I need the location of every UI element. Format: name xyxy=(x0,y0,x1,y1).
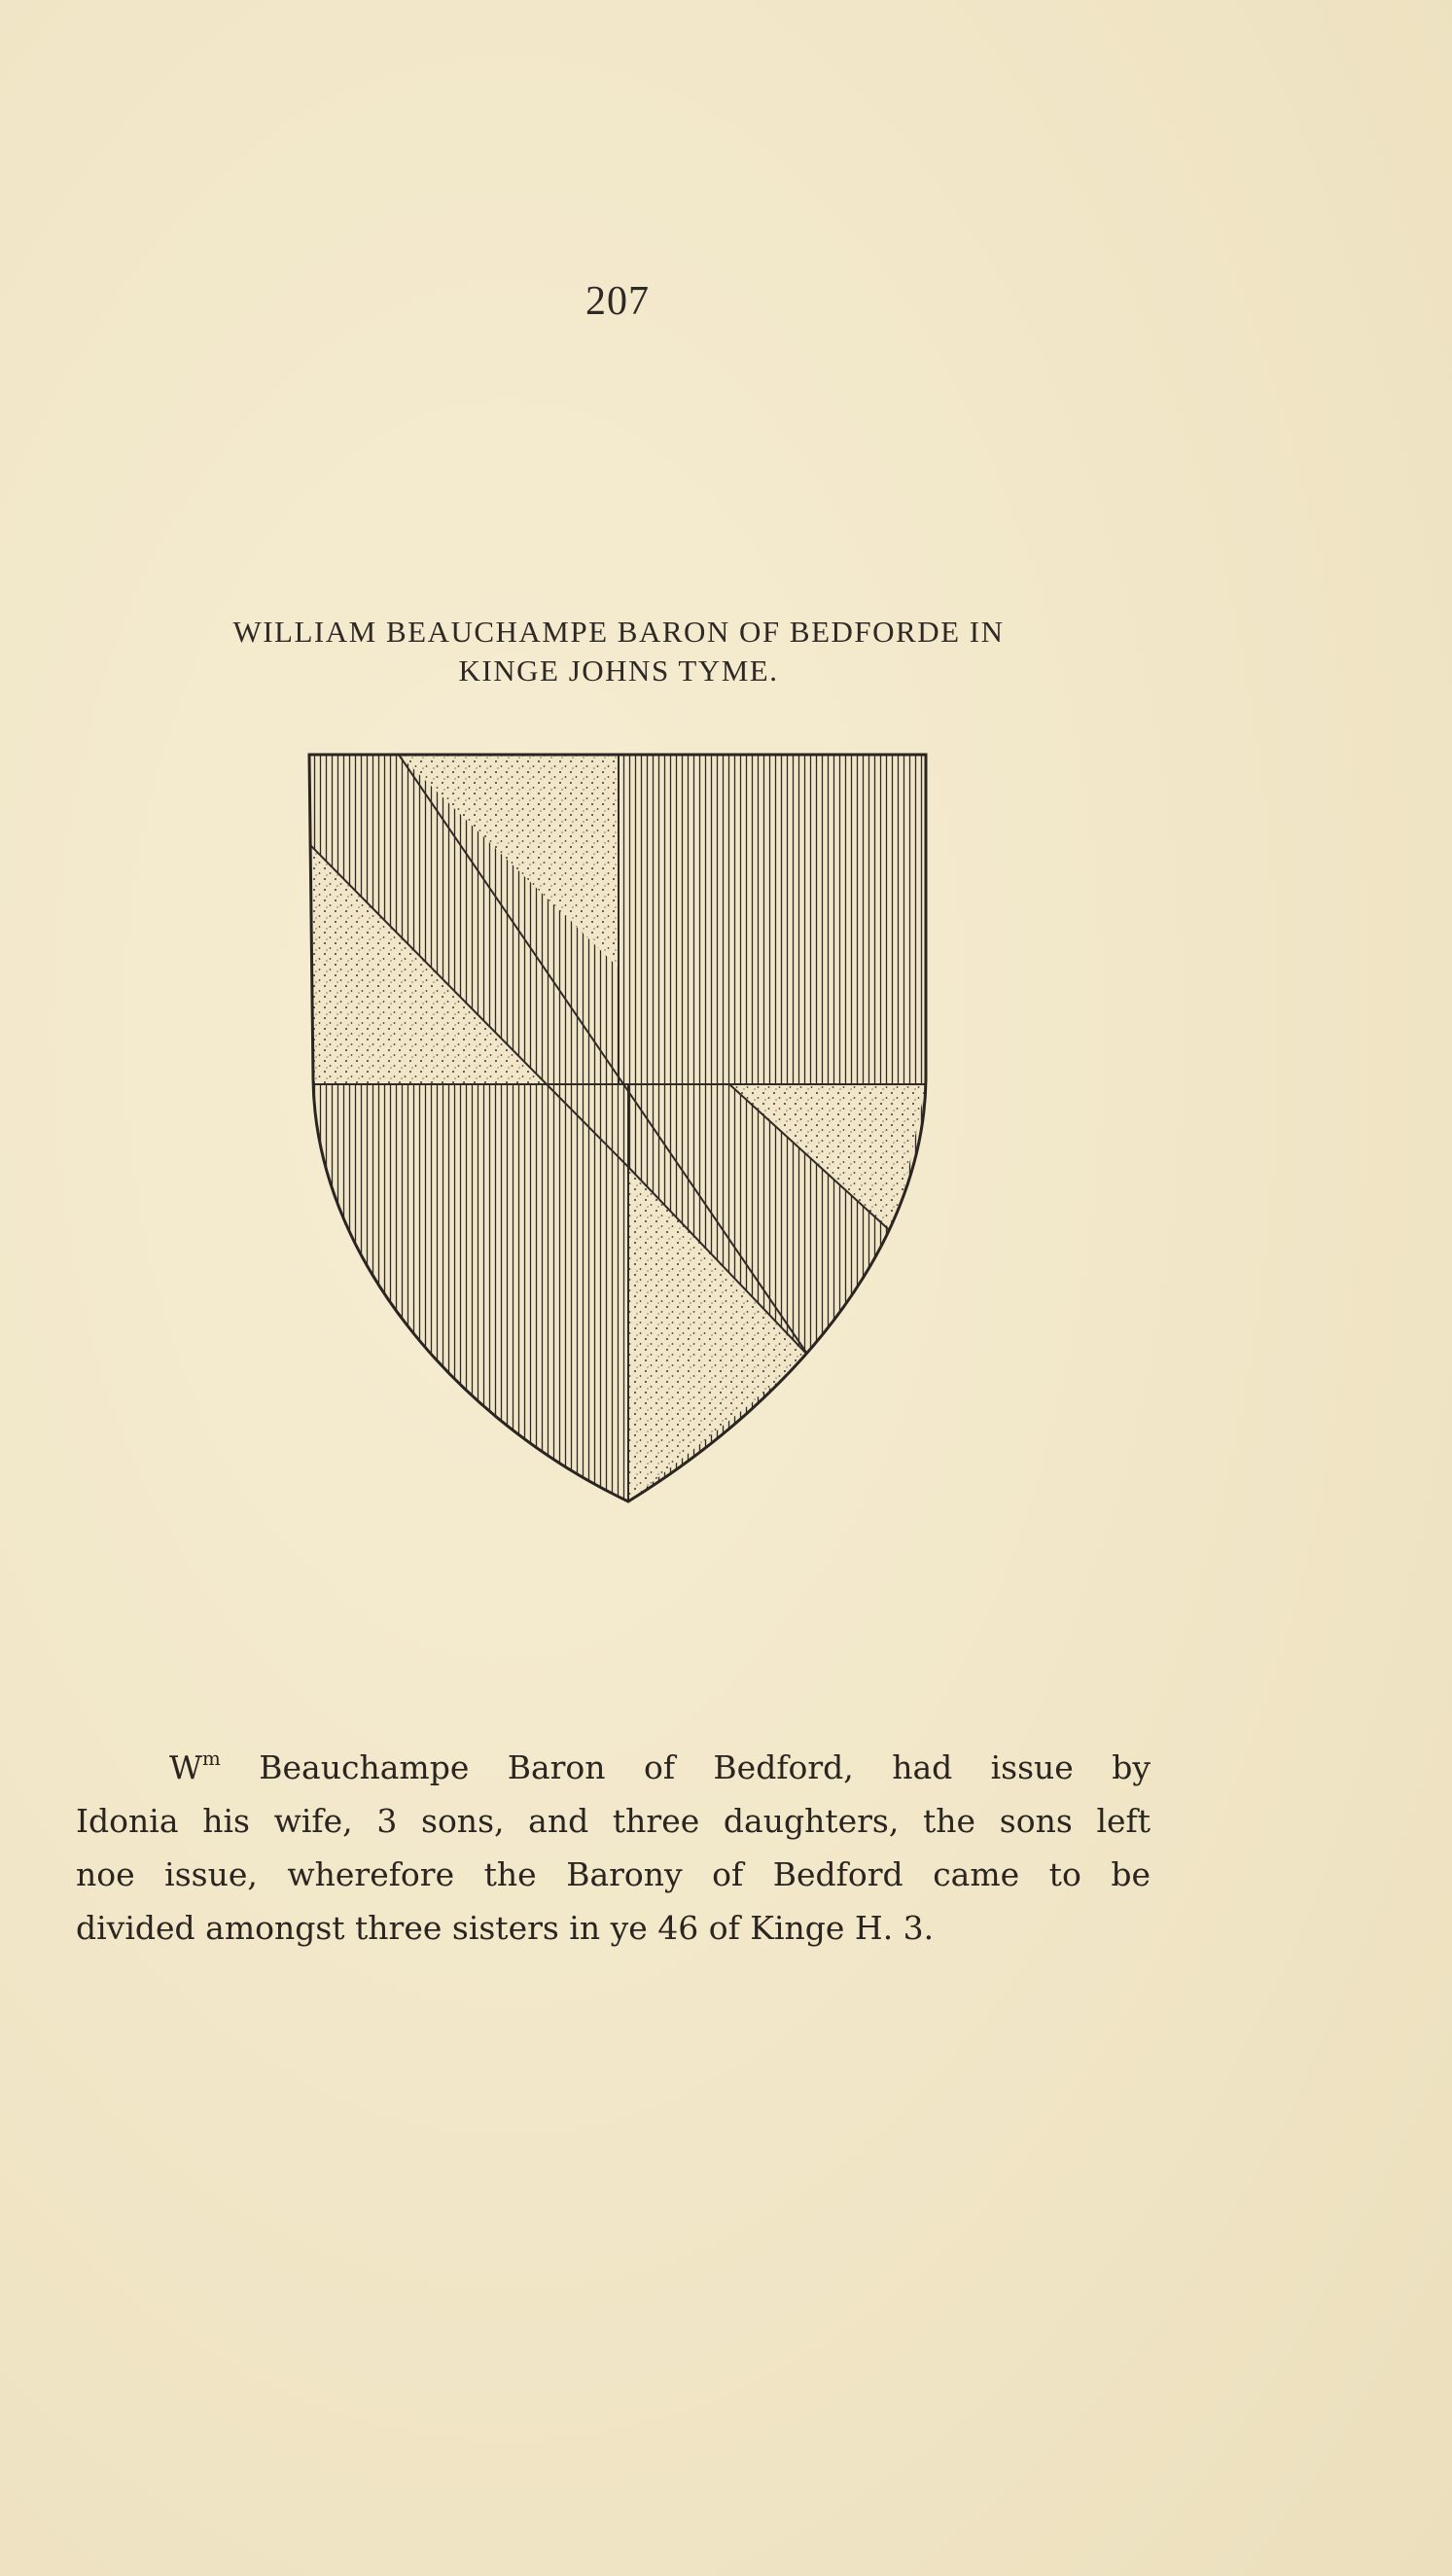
body-line-1-prefix: W xyxy=(169,1748,202,1786)
body-line-4: divided amongst three sisters in ye 46 of Kinge H. 3. xyxy=(76,1909,935,1947)
heading-line-1: WILLIAM BEAUCHAMPE BARON OF BEDFORDE IN xyxy=(232,615,1005,649)
body-line-3: noe issue, wherefore the Barony of Bedford came to be xyxy=(76,1855,1151,1893)
page-number: 207 xyxy=(585,279,650,324)
body-line-1-text: Beauchampe Baron of Bedford, had issue by xyxy=(220,1748,1151,1786)
body-paragraph xyxy=(76,1741,1151,1955)
body-line-2: Idonia his wife, 3 sons, and three daughters, the sons left xyxy=(76,1802,1151,1840)
body-line-1-superscript: m xyxy=(201,1747,221,1770)
heraldic-shield xyxy=(301,749,934,1507)
body-line-1 xyxy=(76,1741,1151,1794)
heading-line-2: KINGE JOHNS TYME. xyxy=(458,653,779,688)
coat-of-arms-heading xyxy=(97,613,1140,690)
